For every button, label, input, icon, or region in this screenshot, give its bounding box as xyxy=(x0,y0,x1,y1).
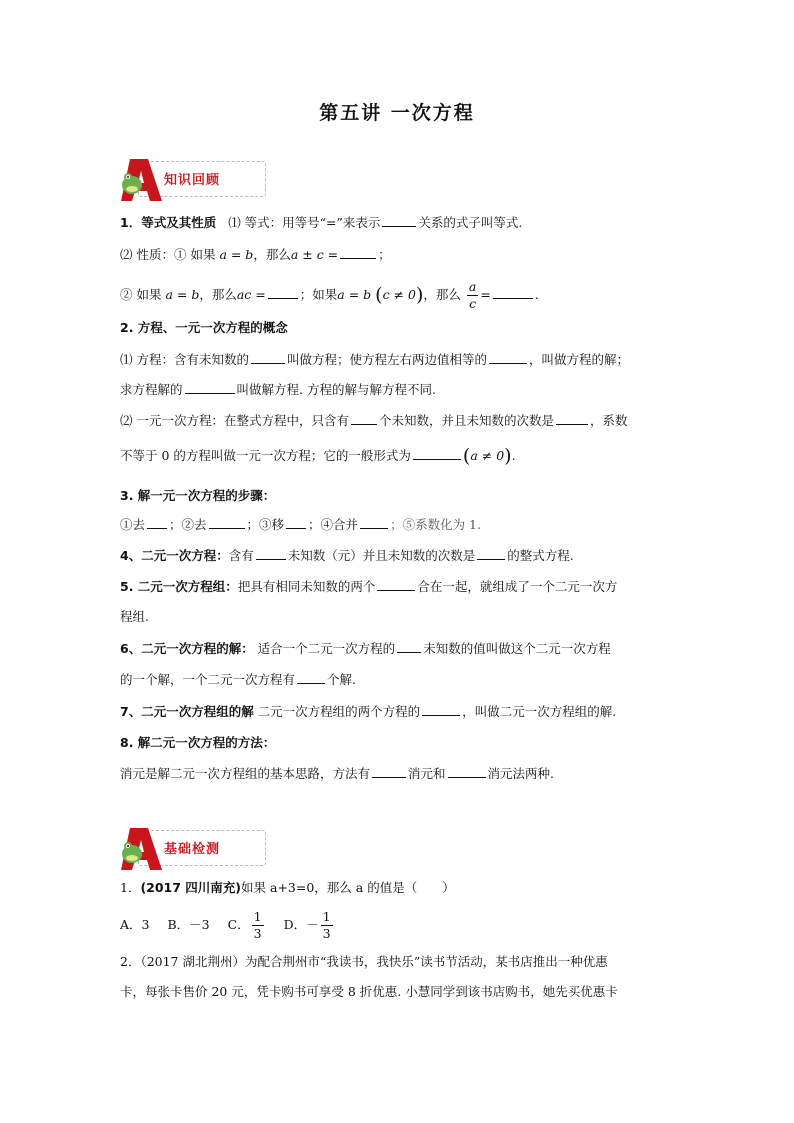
paren: ( xyxy=(375,284,383,306)
math: a = b xyxy=(337,287,372,302)
s2-line1 xyxy=(120,350,690,370)
s5-line1 xyxy=(120,577,690,597)
s7-heading: 7、二元一次方程组的解 xyxy=(120,704,254,719)
q1-text: 如果 a+3=0，那么 a 的值是（ ） xyxy=(241,880,455,895)
blank xyxy=(477,546,505,560)
s2-text: 叫做方程；使方程左右两边值相等的 xyxy=(286,352,487,367)
step: ；③移 xyxy=(246,517,285,532)
s4-text: 含有 xyxy=(228,548,254,563)
s3-heading-text: 3. 解一元一次方程的步骤： xyxy=(120,488,276,503)
math: a ± c = xyxy=(290,247,339,262)
s4-text: 未知数（元）并且未知数的次数是 xyxy=(287,548,476,563)
blank xyxy=(360,515,388,529)
step: ；⑤系数化为 1. xyxy=(390,517,481,532)
s8-text: 消元法两种. xyxy=(487,766,555,781)
blank xyxy=(382,213,416,227)
option-d-fraction: $\frac{1}{3}$ xyxy=(322,909,331,941)
paren: ) xyxy=(504,445,512,467)
badge-label: 基础检测 xyxy=(164,842,221,857)
blank xyxy=(209,515,245,529)
s8-heading-text: 8. 解二元一次方程的方法： xyxy=(120,735,276,750)
blank xyxy=(493,285,533,299)
s8-text: 消元是解二元一次方程组的基本思路，方法有 xyxy=(120,766,371,781)
s6-line1 xyxy=(120,639,690,659)
q1-options xyxy=(120,908,690,942)
step: ；②去 xyxy=(169,517,207,532)
s8-line xyxy=(120,764,690,784)
section-badge-review xyxy=(118,157,268,203)
s1-text: . xyxy=(534,287,539,302)
s1-text: ，那么 xyxy=(253,247,291,262)
s5-text: 程组. xyxy=(120,609,149,624)
s2-heading xyxy=(120,318,690,338)
s7-text: 二元一次方程组的两个方程的 xyxy=(253,704,421,719)
option-a: A．3 xyxy=(120,917,150,932)
blank xyxy=(489,350,527,364)
s5-line2 xyxy=(120,607,690,627)
s5-text: 合在一起，就组成了一个二元一次方 xyxy=(417,579,618,594)
math: a ≠ 0 xyxy=(470,448,505,463)
s2-text: ，系数 xyxy=(590,413,628,428)
s1-text: ；如果 xyxy=(299,287,338,302)
s4-heading: 4、二元一次方程： xyxy=(120,548,229,563)
option-b: B．－3 xyxy=(167,917,210,932)
math: ac = xyxy=(236,287,266,302)
s1-text: ，那么 xyxy=(423,287,461,302)
s1-text: ，那么 xyxy=(199,287,237,302)
s6-line2 xyxy=(120,670,690,690)
s2-line2 xyxy=(120,380,690,400)
fraction-a-over-c: $\frac{a}{c}$ xyxy=(468,279,477,311)
step: ①去 xyxy=(120,517,146,532)
s6-text: 适合一个二元一次方程的 xyxy=(253,641,396,656)
s2-text: ，叫做方程的解； xyxy=(529,352,630,367)
s6-text: 个解. xyxy=(327,672,356,687)
s1-text: 关系的式子叫等式. xyxy=(418,215,523,230)
blank xyxy=(422,702,460,716)
q2-line2: 卡，每张卡售价 20 元，凭卡购书可享受 8 折优惠. 小慧同学到该书店购书，她先买优惠卡 xyxy=(120,984,618,999)
s2-text: 不等于 0 的方程叫做一元一次方程；它的一般形式为 xyxy=(120,448,411,463)
math: a = b xyxy=(165,287,200,302)
s4-text: 的整式方程. xyxy=(507,548,574,563)
s2-text: ⑵ 一元一次方程：在整式方程中，只含有 xyxy=(120,413,349,428)
blank xyxy=(372,764,406,778)
blank xyxy=(340,245,376,259)
blank xyxy=(147,515,167,529)
s3-heading xyxy=(120,486,690,506)
s7-line xyxy=(120,702,690,722)
s2-text: . xyxy=(511,448,516,463)
blank xyxy=(251,350,285,364)
badge-label: 知识回顾 xyxy=(164,173,221,188)
frog-a-logo-icon xyxy=(118,826,164,872)
paren: ) xyxy=(415,284,424,306)
page-title: 第五讲 一次方程 xyxy=(319,102,475,124)
option-c-fraction: $\frac{1}{3}$ xyxy=(253,909,262,941)
s1-text: = xyxy=(480,287,491,302)
option-c: C． xyxy=(227,917,250,932)
s2-line3 xyxy=(120,411,690,431)
q1-number: 1． xyxy=(120,880,141,895)
s6-text: 的一个解，一个二元一次方程有 xyxy=(120,672,296,687)
s2-text: 叫做解方程. 方程的解与解方程不同. xyxy=(236,382,436,397)
s7-text: ，叫做二元一次方程组的解. xyxy=(462,704,617,719)
s2-text: 个未知数，并且未知数的次数是 xyxy=(378,413,554,428)
s2-heading-text: 2. 方程、一元一次方程的概念 xyxy=(120,320,288,335)
s2-text: ⑴ 方程：含有未知数的 xyxy=(120,352,249,367)
paren: ( xyxy=(462,445,471,467)
blank xyxy=(377,577,415,591)
blank xyxy=(397,639,421,653)
s1-line2 xyxy=(120,245,690,265)
s1-text: ⑵ 性质：① 如果 xyxy=(120,247,216,262)
step: ；④合并 xyxy=(308,517,359,532)
s1-heading: 1．等式及其性质 xyxy=(120,215,217,230)
blank xyxy=(351,411,377,425)
blank xyxy=(256,546,286,560)
frog-a-logo-icon xyxy=(118,157,164,203)
blank xyxy=(556,411,588,425)
s1-line1 xyxy=(120,213,690,233)
blank xyxy=(268,285,298,299)
s5-heading: 5. 二元一次方程组： xyxy=(120,579,238,594)
blank xyxy=(286,515,306,529)
s4-line xyxy=(120,546,690,566)
blank xyxy=(448,764,486,778)
s3-steps xyxy=(120,515,690,535)
q1-stem xyxy=(120,878,690,898)
s6-heading: 6、二元一次方程的解： xyxy=(120,641,254,656)
blank xyxy=(413,446,461,460)
q1-source: (2017 四川南充) xyxy=(140,880,242,895)
section-badge-test xyxy=(118,826,268,872)
option-d: D．－ xyxy=(283,917,319,932)
s1-text: ； xyxy=(378,247,391,262)
s6-text: 未知数的值叫做这个二元一次方程 xyxy=(423,641,611,656)
blank xyxy=(297,670,325,684)
q2-line1: 2．（2017 湖北荆州）为配合荆州市“我读书，我快乐”读书节活动，某书店推出一种优惠 xyxy=(120,954,608,969)
s1-line3 xyxy=(120,278,690,312)
math: a = b xyxy=(219,247,254,262)
s1-text: ⑴ 等式：用等号“=”来表示 xyxy=(228,215,381,230)
s5-text: 把具有相同未知数的两个 xyxy=(237,579,376,594)
math: c ≠ 0 xyxy=(382,287,416,302)
s1-text: ② 如果 xyxy=(120,287,162,302)
s8-heading xyxy=(120,733,690,753)
s2-text: 求方程解的 xyxy=(120,382,183,397)
s8-text: 消元和 xyxy=(408,766,446,781)
blank xyxy=(185,380,235,394)
s2-line4 xyxy=(120,441,690,471)
